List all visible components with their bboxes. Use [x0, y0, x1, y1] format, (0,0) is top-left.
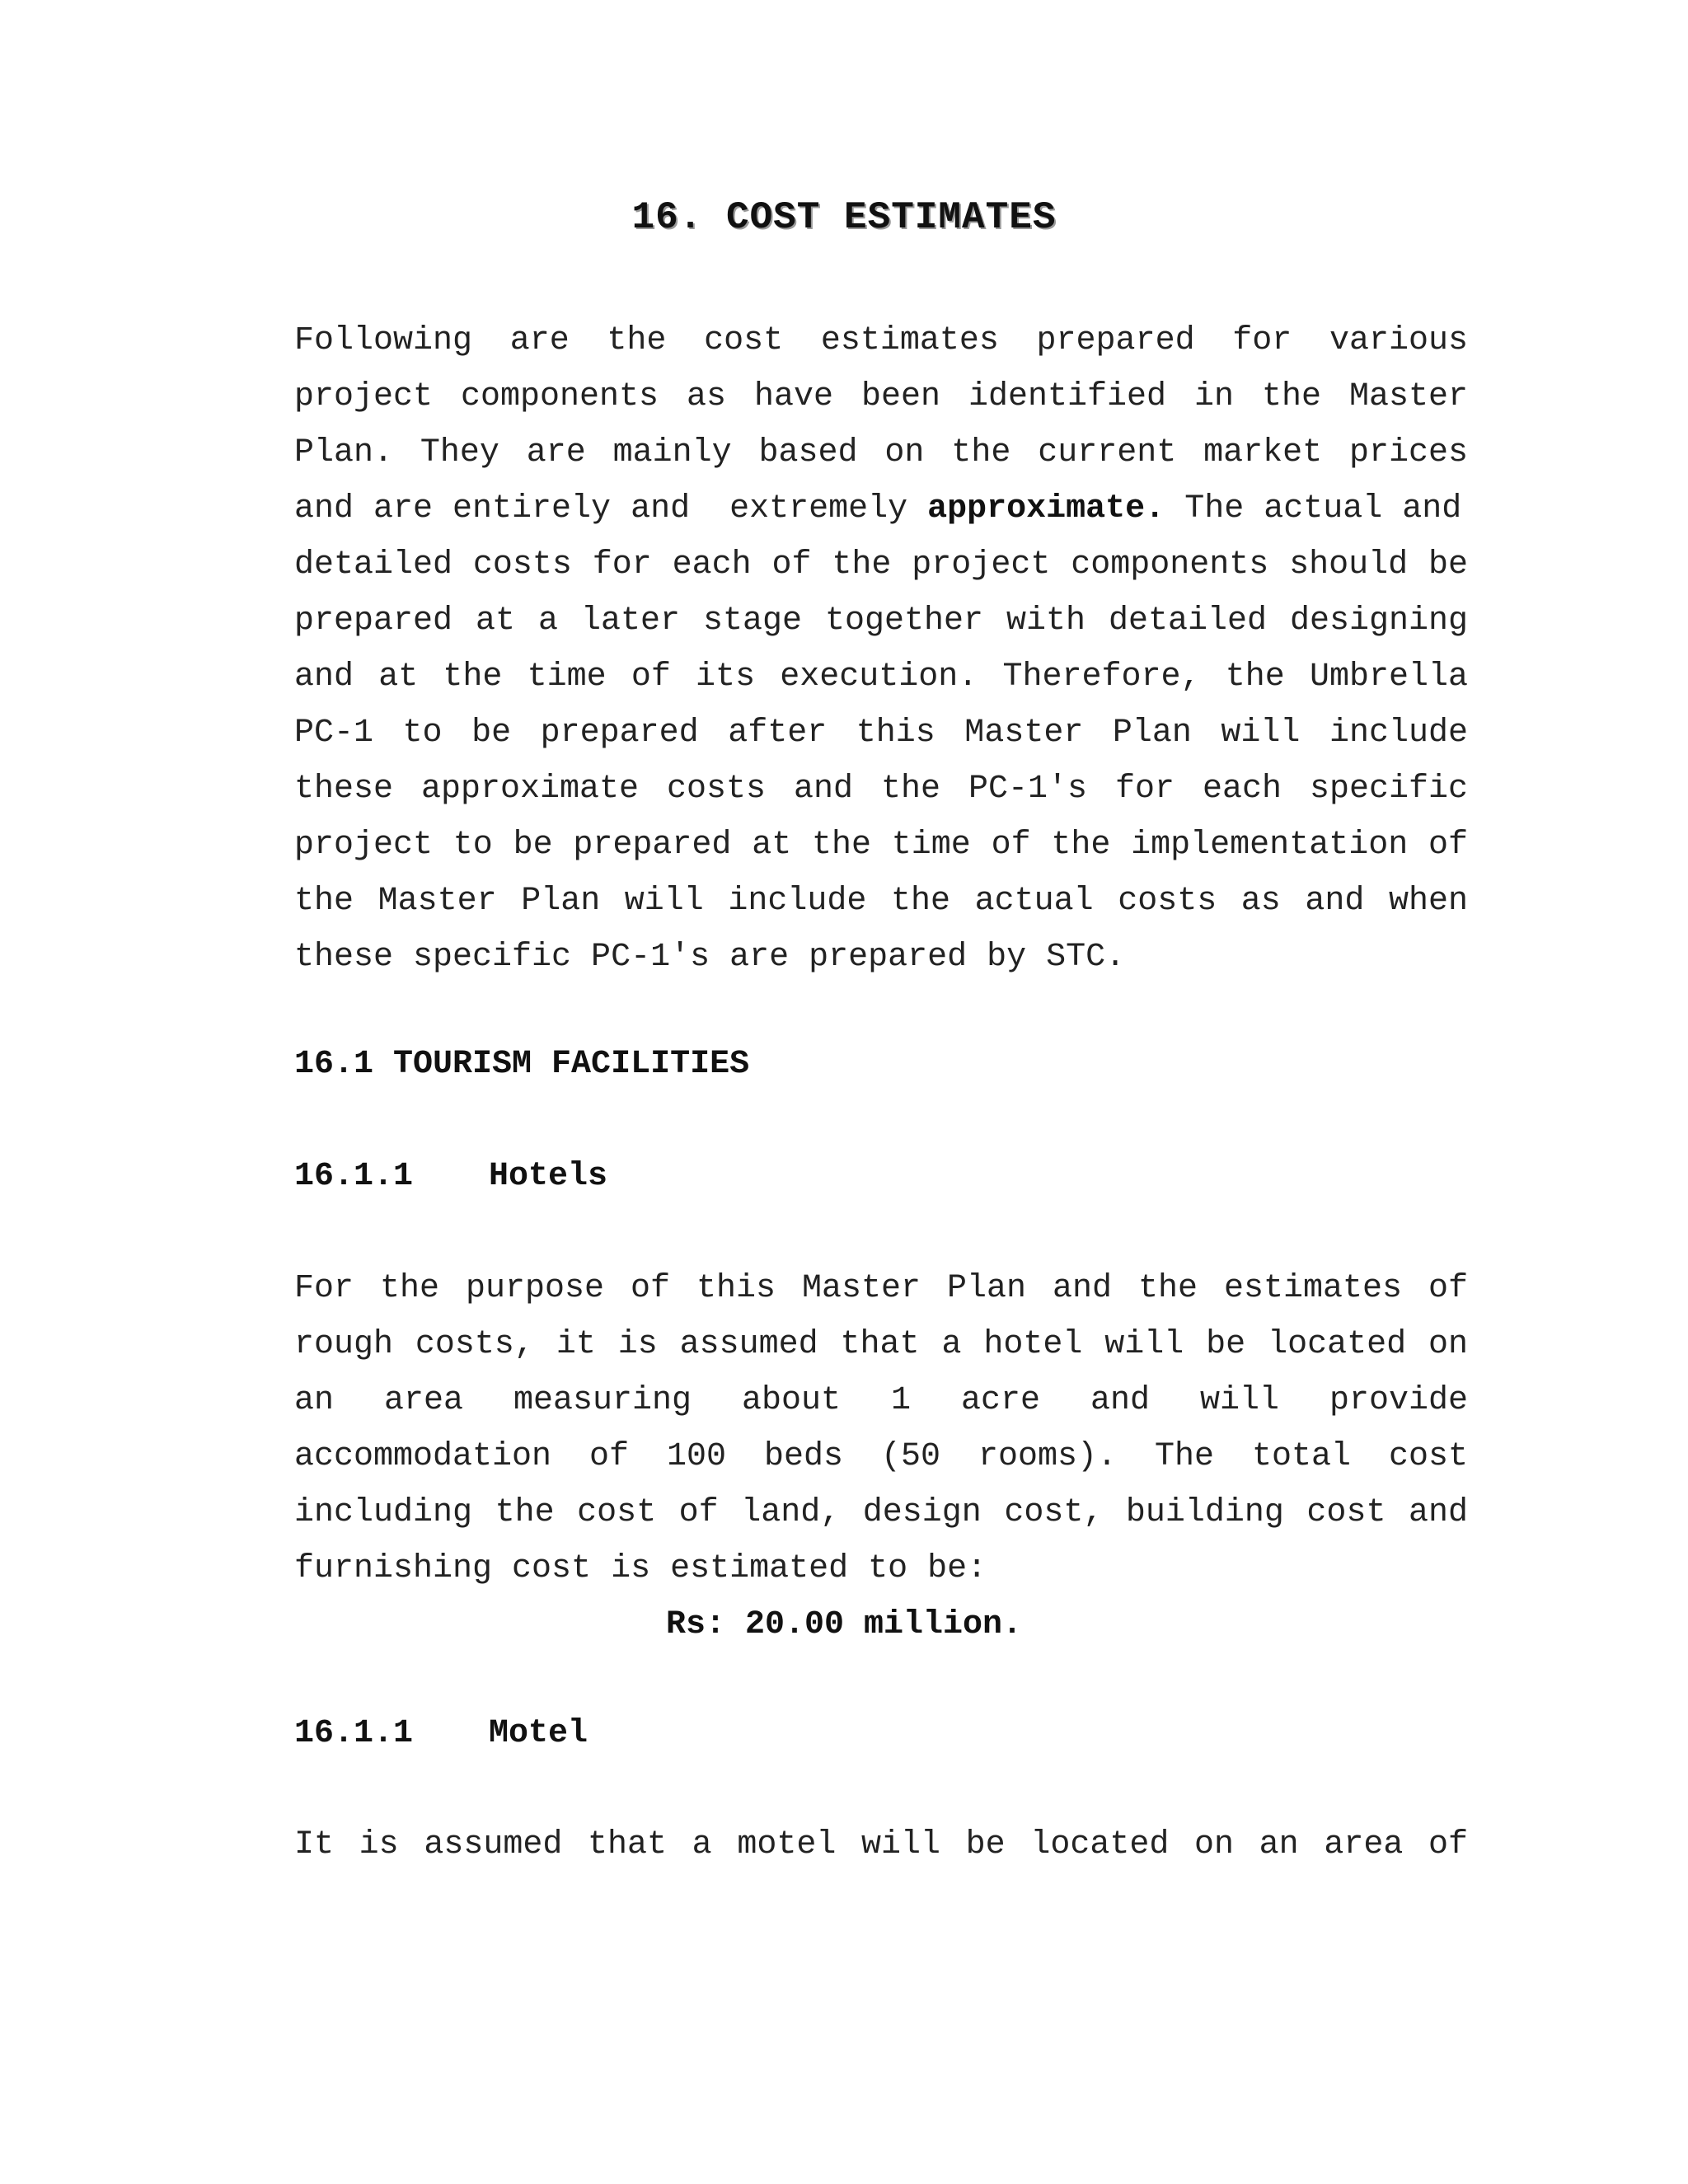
- paragraph-line: including the cost of land, design cost, building cost and: [294, 1494, 1468, 1531]
- paragraph-line: PC-1 to be prepared after this Master Plan will include: [294, 715, 1468, 752]
- paragraph-line: the Master Plan will include the actual costs as and when: [294, 883, 1468, 920]
- paragraph-line: It is assumed that a motel will be located on an area of: [294, 1826, 1468, 1863]
- paragraph-line-tail: The actual and: [1165, 490, 1462, 527]
- paragraph-line: these approximate costs and the PC-1's for each specific: [294, 771, 1468, 808]
- subsection-title: Hotels: [489, 1158, 608, 1195]
- paragraph-line: project components as have been identified in the Master: [294, 378, 1468, 415]
- paragraph-line: prepared at a later stage together with detailed designing: [294, 602, 1468, 640]
- paragraph-line: Following are the cost estimates prepared for various: [294, 322, 1468, 359]
- paragraph-line: an area measuring about 1 acre and will provide: [294, 1382, 1468, 1419]
- paragraph-line: furnishing cost is estimated to be:: [294, 1550, 987, 1587]
- section-heading: 16.1 TOURISM FACILITIES: [294, 1046, 750, 1083]
- paragraph-line: accommodation of 100 beds (50 rooms). The total cost: [294, 1438, 1468, 1475]
- subsection-number: 16.1.1: [294, 1158, 414, 1195]
- paragraph-line-with-bold: [294, 481, 1468, 537]
- emphasis-word: approximate.: [927, 490, 1165, 527]
- paragraph-line: rough costs, it is assumed that a hotel will be located on: [294, 1326, 1468, 1363]
- subsection-heading-hotels: [294, 1149, 607, 1205]
- subsection-title: Motel: [489, 1715, 588, 1752]
- hotels-paragraph: [294, 1261, 1468, 1597]
- paragraph-line: project to be prepared at the time of the implementation of: [294, 827, 1468, 864]
- paragraph-line: Plan. They are mainly based on the current market prices: [294, 434, 1468, 471]
- hotel-cost-estimate: Rs: 20.00 million.: [665, 1606, 1023, 1643]
- motel-paragraph: [294, 1817, 1468, 1873]
- paragraph-line: and at the time of its execution. Therefore, the Umbrella: [294, 658, 1468, 696]
- subsection-number: 16.1.1: [294, 1715, 414, 1752]
- paragraph-line: these specific PC-1's are prepared by STC.: [294, 939, 1126, 976]
- paragraph-line-text: and are entirely and extremely: [294, 490, 908, 527]
- page-title: 16. COST ESTIMATES: [631, 196, 1057, 239]
- paragraph-line: For the purpose of this Master Plan and the estimates of: [294, 1270, 1468, 1307]
- intro-paragraph: [294, 313, 1468, 986]
- subsection-heading-motel: [294, 1706, 588, 1762]
- paragraph-line: detailed costs for each of the project components should be: [294, 546, 1468, 583]
